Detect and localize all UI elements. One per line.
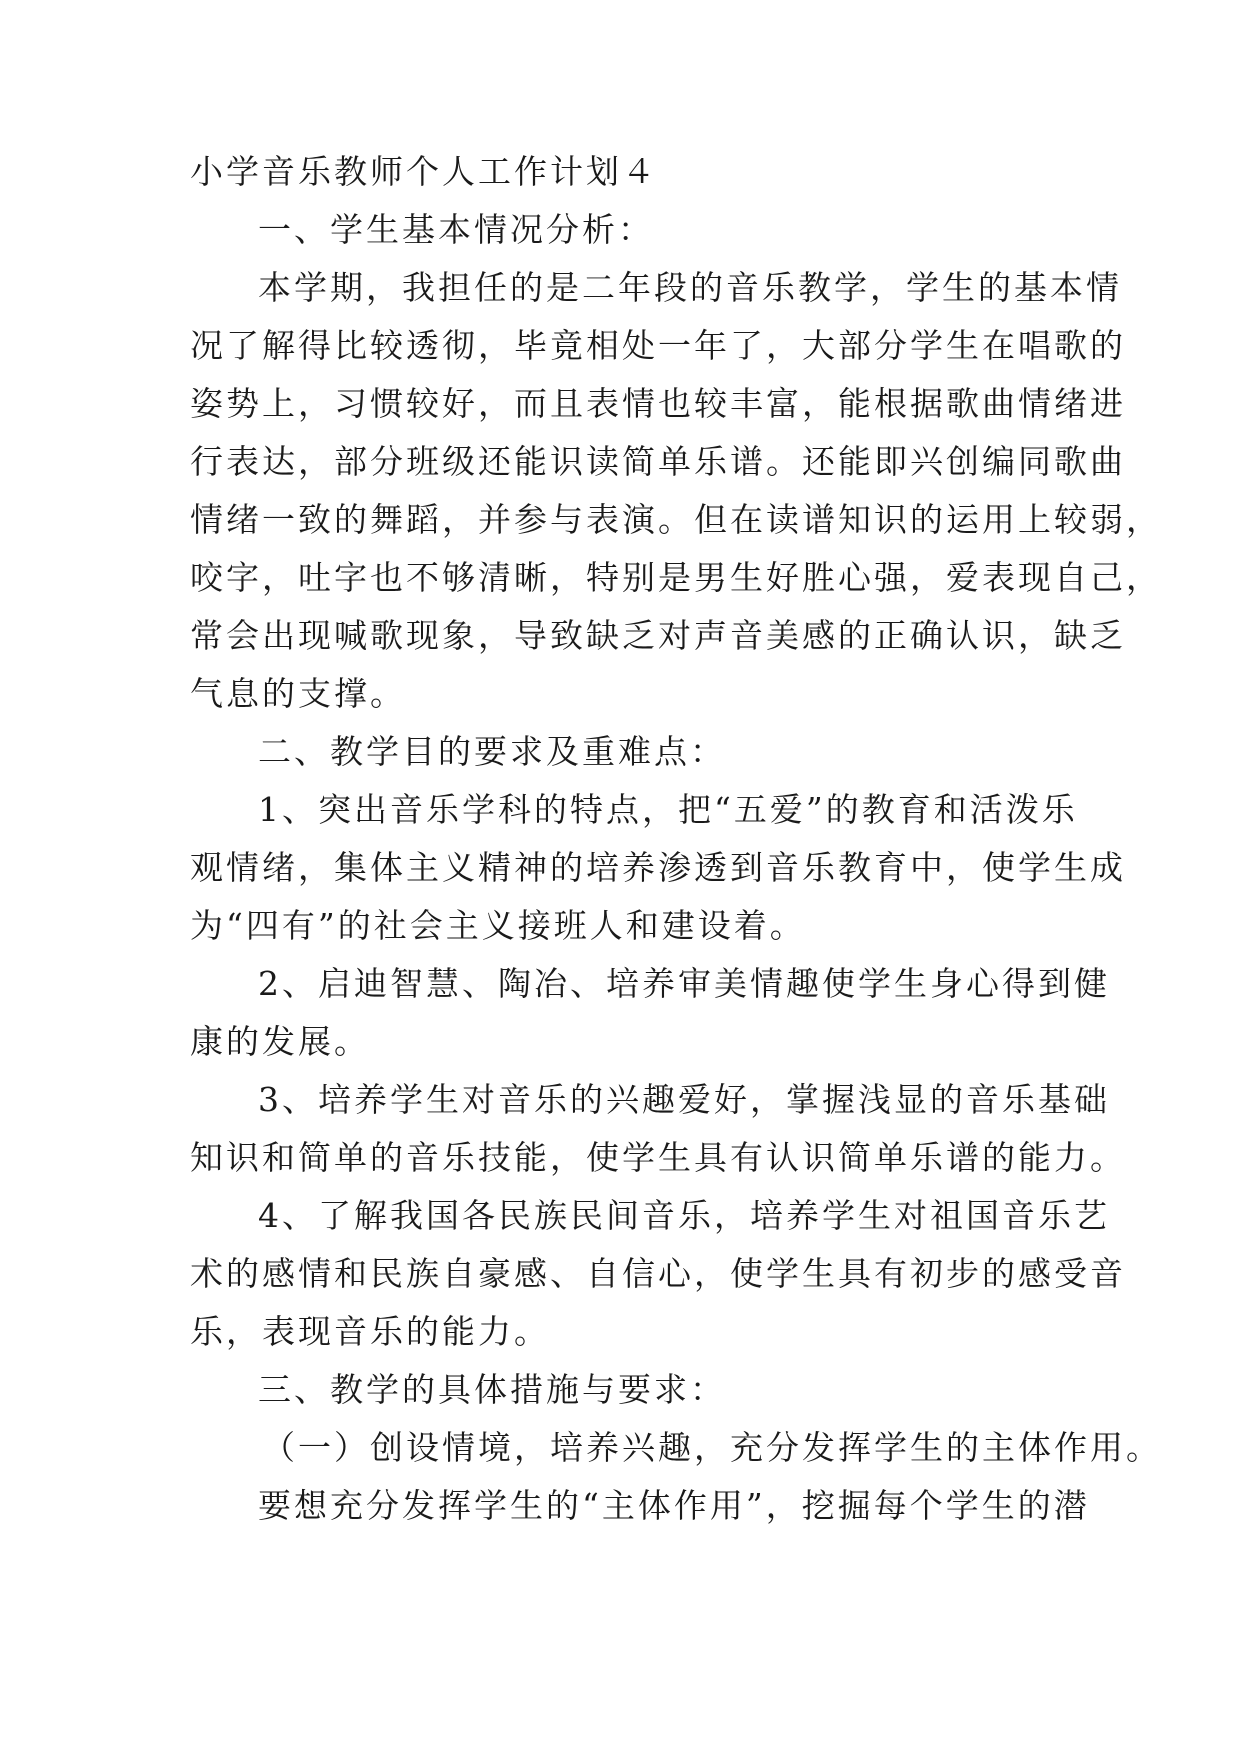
paragraph-line: 术的感情和民族自豪感、自信心，使学生具有初步的感受音 bbox=[190, 1254, 1126, 1293]
paragraph-line: 姿势上，习惯较好，而且表情也较丰富，能根据歌曲情绪进 bbox=[190, 384, 1126, 423]
paragraph-line: 行表达，部分班级还能识读简单乐谱。还能即兴创编同歌曲 bbox=[190, 442, 1126, 481]
list-item-4: 4、了解我国各民族民间音乐，培养学生对祖国音乐艺 bbox=[258, 1196, 1110, 1235]
paragraph-line: 乐，表现音乐的能力。 bbox=[190, 1312, 550, 1351]
paragraph-line: 本学期，我担任的是二年段的音乐教学，学生的基本情 bbox=[258, 268, 1122, 307]
paragraph-line: 况了解得比较透彻，毕竟相处一年了，大部分学生在唱歌的 bbox=[190, 326, 1126, 365]
section-heading-3: 三、教学的具体措施与要求： bbox=[258, 1370, 726, 1409]
paragraph-line: 知识和简单的音乐技能，使学生具有认识简单乐谱的能力。 bbox=[190, 1138, 1126, 1177]
paragraph-line: 要想充分发挥学生的“主体作用”，挖掘每个学生的潜 bbox=[258, 1486, 1090, 1525]
list-item-1: 1、突出音乐学科的特点，把“五爱”的教育和活泼乐 bbox=[258, 790, 1078, 829]
list-item-2: 2、启迪智慧、陶冶、培养审美情趣使学生身心得到健 bbox=[258, 964, 1110, 1003]
section-heading-1: 一、学生基本情况分析： bbox=[258, 210, 654, 249]
paragraph-line: 康的发展。 bbox=[190, 1022, 370, 1061]
paragraph-line: 情绪一致的舞蹈，并参与表演。但在读谱知识的运用上较弱， bbox=[190, 500, 1162, 539]
subsection-heading-1: （一）创设情境，培养兴趣，充分发挥学生的主体作用。 bbox=[262, 1428, 1162, 1467]
paragraph-line: 咬字，吐字也不够清晰，特别是男生好胜心强，爱表现自己， bbox=[190, 558, 1162, 597]
section-heading-2: 二、教学目的要求及重难点： bbox=[258, 732, 726, 771]
paragraph-line: 气息的支撑。 bbox=[190, 674, 406, 713]
paragraph-line: 观情绪，集体主义精神的培养渗透到音乐教育中，使学生成 bbox=[190, 848, 1126, 887]
paragraph-line: 常会出现喊歌现象，导致缺乏对声音美感的正确认识，缺乏 bbox=[190, 616, 1126, 655]
list-item-3: 3、培养学生对音乐的兴趣爱好，掌握浅显的音乐基础 bbox=[258, 1080, 1110, 1119]
document-title: 小学音乐教师个人工作计划４ bbox=[190, 152, 658, 191]
paragraph-line: 为“四有”的社会主义接班人和建设着。 bbox=[190, 906, 806, 945]
